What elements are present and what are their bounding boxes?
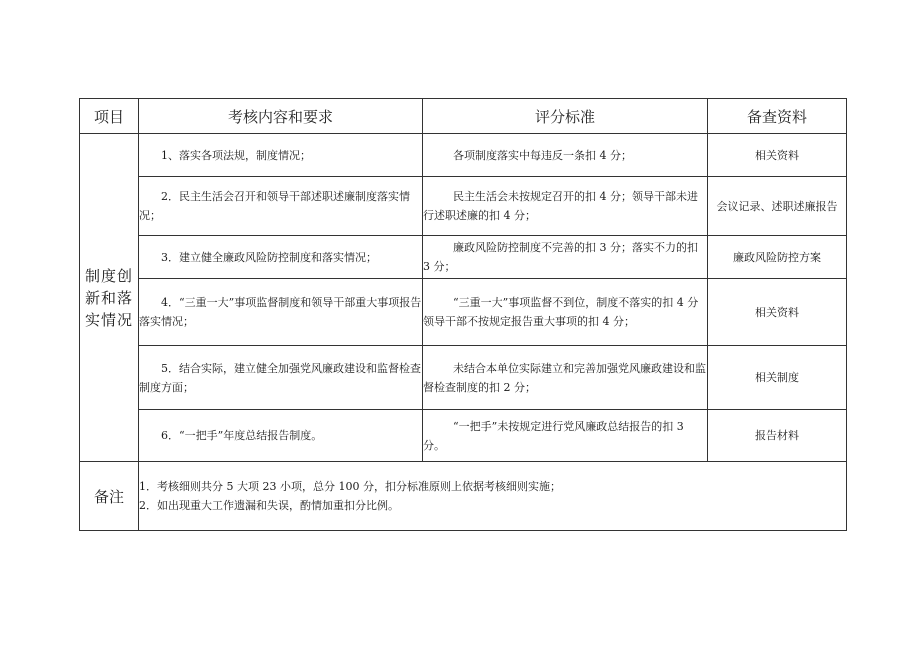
content-text: 6．“一把手”年度总结报告制度。 (161, 429, 323, 442)
score-cell (423, 134, 708, 177)
table-row (80, 134, 847, 177)
notes-row (80, 462, 847, 531)
notes-body (139, 462, 847, 531)
assessment-table (79, 98, 847, 531)
content-cell (139, 346, 423, 410)
table-header-row (80, 99, 847, 134)
score-cell (423, 177, 708, 236)
header-item: 项目 (80, 99, 139, 134)
note-line: 2．如出现重大工作遗漏和失误，酌情加重扣分比例。 (139, 499, 399, 512)
reference-cell: 相关资料 (708, 134, 847, 177)
table-row (80, 346, 847, 410)
header-reference: 备查资料 (708, 99, 847, 134)
reference-cell: 相关制度 (708, 346, 847, 410)
note-line: 1．考核细则共分 5 大项 23 小项，总分 100 分，扣分标准原则上依据考核细则实施； (139, 480, 561, 493)
content-text: 4．“三重一大”事项监督制度和领导干部重大事项报告落实情况； (139, 296, 422, 328)
content-cell (139, 410, 423, 462)
score-text: 各项制度落实中每违反一条扣 4 分； (453, 148, 632, 162)
notes-label: 备注 (80, 462, 139, 531)
reference-cell: 报告材料 (708, 410, 847, 462)
table-row (80, 410, 847, 462)
score-cell (423, 346, 708, 410)
header-content: 考核内容和要求 (139, 99, 423, 134)
section-label: 制度创新和落实情况 (80, 134, 139, 462)
content-text: 3．建立健全廉政风险防控制度和落实情况； (161, 250, 377, 264)
reference-cell: 廉政风险防控方案 (708, 236, 847, 279)
score-text: “三重一大”事项监督不到位，制度不落实的扣 4 分领导干部不按规定报告重大事项的扣 4 分； (423, 296, 699, 328)
score-cell (423, 236, 708, 279)
reference-cell: 会议记录、述职述廉报告 (708, 177, 847, 236)
score-text: 廉政风险防控制度不完善的扣 3 分；落实不力的扣 3 分； (423, 241, 698, 273)
table-row (80, 177, 847, 236)
table-row (80, 236, 847, 279)
score-text: “一把手”未按规定进行党风廉政总结报告的扣 3 分。 (423, 419, 684, 452)
content-cell (139, 134, 423, 177)
score-text: 未结合本单位实际建立和完善加强党风廉政建设和监督检查制度的扣 2 分； (423, 361, 706, 394)
header-score: 评分标准 (423, 99, 708, 134)
content-cell (139, 279, 423, 346)
score-cell (423, 279, 708, 346)
reference-cell: 相关资料 (708, 279, 847, 346)
table-row (80, 279, 847, 346)
content-text: 1、落实各项法规，制度情况； (161, 148, 311, 162)
content-text: 2．民主生活会召开和领导干部述职述廉制度落实情况； (139, 190, 410, 222)
content-cell (139, 177, 423, 236)
content-cell (139, 236, 423, 279)
score-text: 民主生活会未按规定召开的扣 4 分；领导干部未进行述职述廉的扣 4 分； (423, 190, 698, 222)
score-cell (423, 410, 708, 462)
content-text: 5．结合实际，建立健全加强党风廉政建设和监督检查制度方面； (139, 361, 421, 394)
